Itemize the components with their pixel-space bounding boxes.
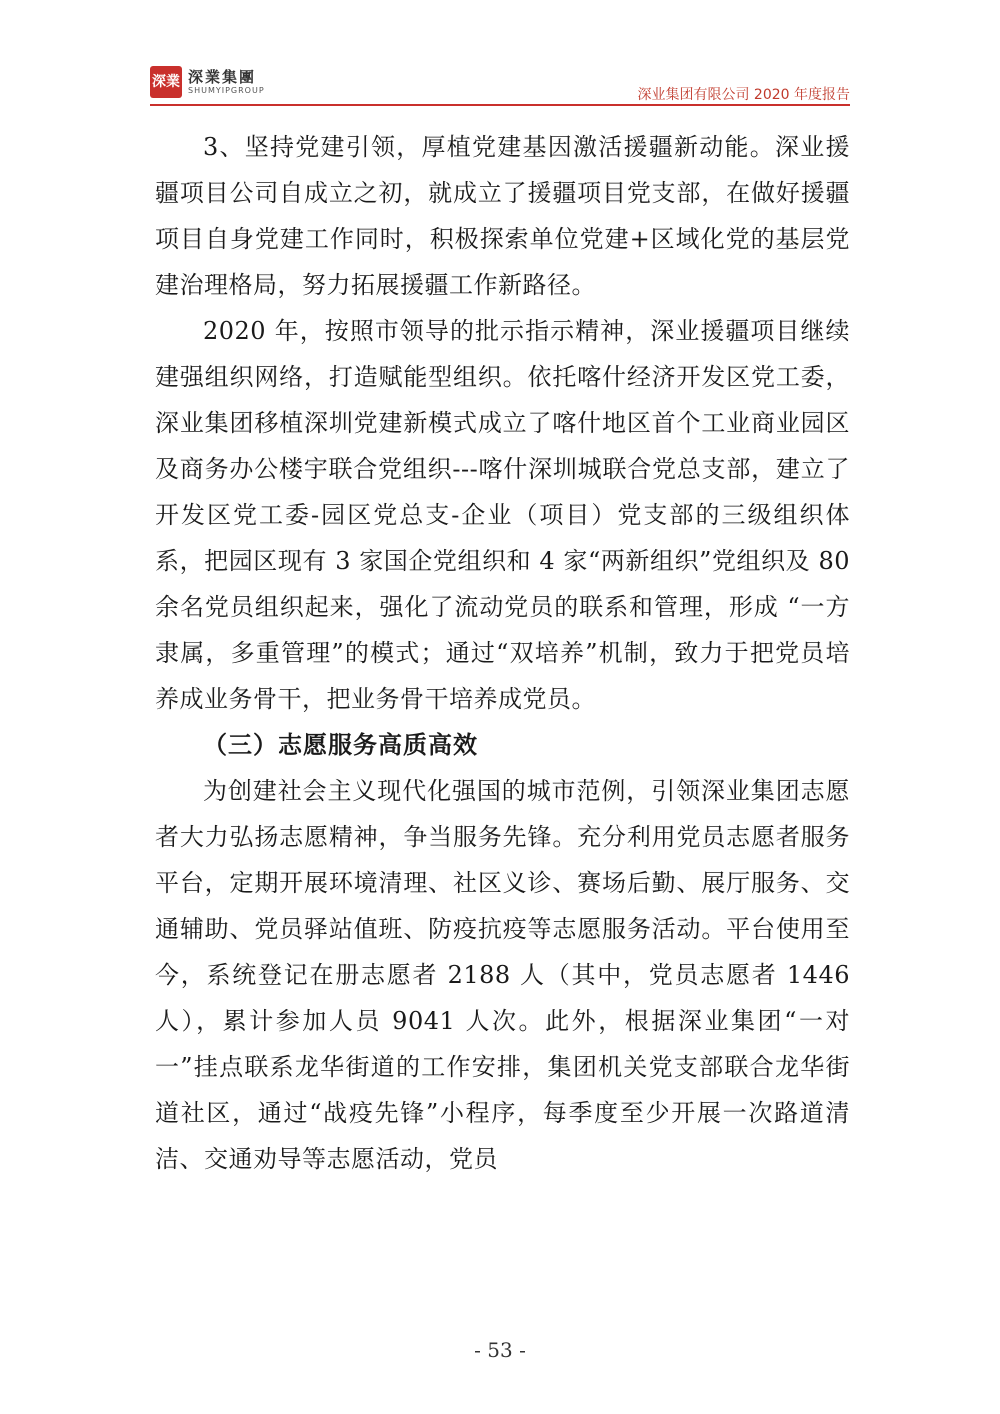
company-logo-english: SHUMYIPGROUP	[188, 86, 265, 95]
company-logo-name: 深業集團	[188, 68, 257, 86]
document-body	[155, 124, 850, 1182]
paragraph-volunteer-service: 为创建社会主义现代化强国的城市范例，引领深业集团志愿者大力弘扬志愿精神，争当服务先锋。充分利用党员志愿者服务平台，定期开展环境清理、社区义诊、赛场后勤、展厅服务、交通辅助、党员驿站值班、防疫抗疫等志愿服务活动。平台使用至今，系统登记在册志愿者 2188 人（其中，党员志愿者 1446 人），累计参加人员 9041 人次。此外，根据深业集团“一对一”挂点联系龙华街道的工作安排，集团机关党支部联合龙华街道社区，通过“战疫先锋”小程序，每季度至少开展一次路道清洁、交通劝导等志愿活动，党员	[155, 777, 850, 1173]
report-title: 深业集团有限公司 2020 年度报告	[637, 87, 850, 103]
section-heading-volunteer-service: （三）志愿服务高质高效	[203, 731, 478, 759]
paragraph-organization-network: 2020 年，按照市领导的批示指示精神，深业援疆项目继续建强组织网络，打造赋能型组织。依托喀什经济开发区党工委，深业集团移植深圳党建新模式成立了喀什地区首个工业商业园区及商务办公楼宇联合党组织---喀什深圳城联合党总支部，建立了开发区党工委-园区党总支-企业（项目）党支部的三级组织体系，把园区现有 3 家国企党组织和 4 家“两新组织”党组织及 80 余名党员组织起来，强化了流动党员的联系和管理，形成 “一方隶属，多重管理”的模式；通过“双培养”机制，致力于把党员培养成业务骨干，把业务骨干培养成党员。	[155, 317, 850, 713]
header-divider	[150, 104, 850, 106]
company-logo-mark: 深業	[150, 66, 182, 98]
page-header	[150, 66, 850, 106]
paragraph-party-building: 3、坚持党建引领，厚植党建基因激活援疆新动能。深业援疆项目公司自成立之初，就成立了援疆项目党支部，在做好援疆项目自身党建工作同时，积极探索单位党建+区域化党的基层党建治理格局，努力拓展援疆工作新路径。	[155, 133, 850, 299]
page-number: - 53 -	[474, 1338, 526, 1362]
